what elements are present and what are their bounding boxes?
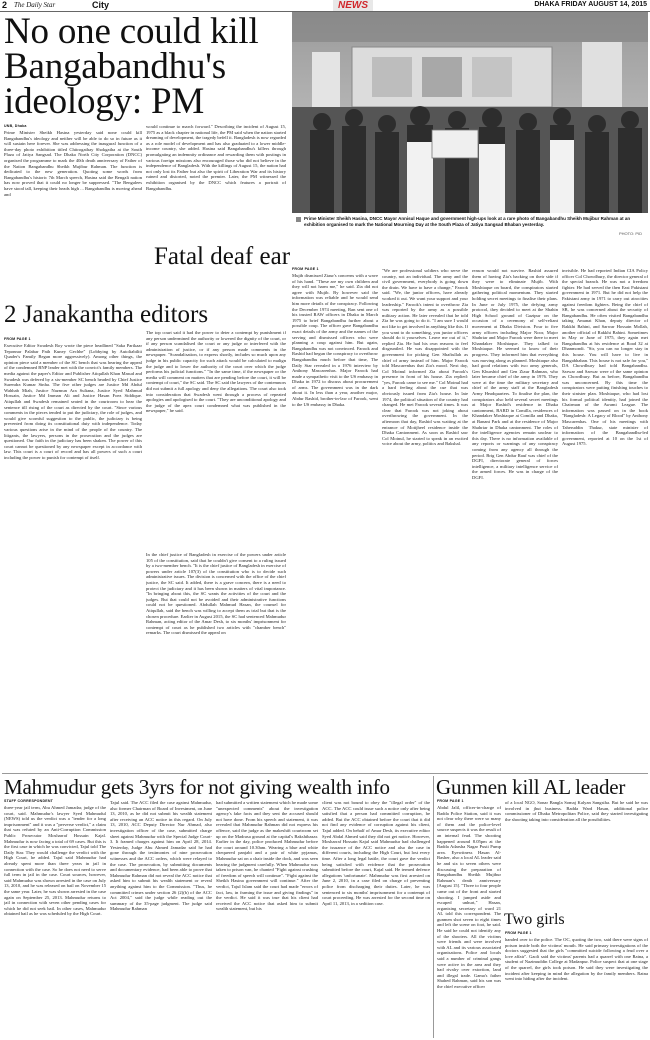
page-number: 2 xyxy=(2,0,8,10)
article-2-headline: 2 Janakantha editors xyxy=(4,301,209,328)
article-5-column-1: Abdul Jalil, officer-in-charge of Badda Police Station, said it was not clear why there were so many of them and the police-level source suspects it was the result of an internal feud. The shooting happened around 8.05pm at the Badda Adarsha Nagar Pusti Pump area. Eyewitness Hasan Al-Basher, also a local AL leader said he and six to seven others were discussing the preparation of Bangabandhu Sheikh Mujibur Rahman's death anniversary [August 15]. "Three to four people came out of the front and started shooting. I jumped aside and escaped unhurt," Hasan, organising secretary of ward 21 AL told this correspondent. The gunmen shot seven to eight times and left the scene on foot, he said. He said he could not identify any of the shooters. All the victims were friends and were involved with AL and its various associated organisations. Police and locals said a number of criminal gangs were active in the area and they had rivalry over extortion, land and illegal trade. Gama's father Shahed Rahman, said his son was the chief executive officer xyxy=(437,805,501,989)
exhibition-photo-illustration xyxy=(292,12,648,213)
paper-name: The Daily Star xyxy=(14,1,56,9)
article-5-byline: FROM PAGE 1 xyxy=(437,799,464,803)
article-3-column-4: invisible. He had reported Indian CIA Policy officer Col Chowdhury, the director general of the special branch. He was not a freedom fighter. He had served the then East Pakistani government in 1971. But he did not help the Pakistani army in 1971 to carry out atrocities against freedom fighters. Being the chief of SB, he was concerned about the security of Bangabandhu. He often visited Bangabandhu taking Amanat Khan, deputy director of Rakkhi Bahini, and Sarwar Hossain Mollah, another official of Rakkhi Bahini. Sometimes in May or June of 1975, they again met Bangabandhu at his residence at Road 32 at Dhanmondi. "Sir, you can no longer stay in this house. You will have to live in Bangabhaban. This house is not safe for you," DA Chowdhury had told Bangabandhu. Sarwar and Sarwar were of the same opinion as Chowdhury. But as before, Bangabandhu was unconcerned. By this time the conspirators were putting finishing touches to their sinister plan. Moshtaque, who had lost his formal political identity, had joined the Chairman of the Awami League. The information was passed on in the book "Bangladesh: A Legacy of Blood" by Anthony Mascarenhas. One of his meetings with Taheruddin Thakur, state minister of information of the Bangabandhu-led government, reported at 10 on the 1st of August 1975. xyxy=(562,268,648,447)
photo-caption xyxy=(292,213,648,238)
section-divider xyxy=(2,773,648,774)
article-3-column-1: Mujib dismissed Ziaur's concerns with a wave of his hand. "These are my own children and they will not harm me," he said. Zia did not agree with Mujib. By however said the information was reliable and he would send him more details of the conspiracy. Following the December 1974 meeting, Ran sent one of his trusted RAW officers in Dhaka in March 1975 to brief Bangabandhu further about a possible coup. The officer gave Bangabandhu exact details of the army and the names of the serving and dismissed officers who were planning a coup against him. But again, Bangabandhu was not convinced. Farook and Rashid had begun the conspiracy to overthrow Bangabandhu much before that time, The Daily Star revealed in a 1976 interview by Anthony Mascarenhas. Major Farook had made a sympathetic visit to the US embassy in Dhaka in 1972 to discuss about procurement of arms. The government was in the dark about it. In less than a year, another major, Abdur Rashid, brother-in-law of Farook, went to the US embassy in Dhaka. xyxy=(292,273,378,407)
article-4-column-4: client was not bound to obey the "illegal order" of the ACC. The ACC could issue such a notice only after being satisfied that a person had committed corruption, he added. But the ACC obtained before the court that it did not find any evidence of corruption against his client, Tajul added. On behalf of Amar Desh, its executive editor Syed Abdal Ahmed said they did not get notice. However, Mosharraf Hossain Kajal said Mahmudur had challenged the issuance of the ACC notice and also the case in different courts, including the High Court, but lost every time. After a long legal battle, the court gave the verdict being satisfied with evidence that the prosecution submitted before the court, Kajal said. He termed defence allegations 'unfortunate'. Mahmudur was first arrested on June 2, 2010, in a case filed on charge of preventing police from discharging their duties. Later, he was sentenced to six months' imprisonment for a contempt of court proceeding. He was arrested for the second time on April 11, 2013, in a sedition case. xyxy=(322,800,430,906)
photo-credit: PHOTO: PID xyxy=(618,231,642,236)
article-5-column-2: of a local NGO, Sonar Bangla Somaj Kalyan Sangstha. But he said he was involved in jhut business. Badda Ward Hasan, additional police commissioner of Dhaka Metropolitan Police, said they started investigating the shooting taking into consideration all the possibilities. xyxy=(505,800,648,822)
article-4-column-3: had submitted a written statement which he made some "unexpected comments" about the investigation agency's fake facts and they sent the accused should not have done. From his speech and statement, it was revealed that Mahmudur Rahman did not express his offence, said the judge as the makeshift courtroom set up on the Madrasa ground at the capital's Bakshibazar. Earlier in the day, police produced Mahmudur before the court around 10.30am. Wearing a blue and white chequered panjabi and a pair of white pyjamas, Mahmudur sat on a chair inside the dock, and was seen hearing the judgment carefully. When Mahmudur was taken to prison van, he chanted "Fight against crushing of freedom of speech will continue". "Fight against the Sheikh Hasina government will continue." After the verdict, Tajul Islam said the court had made "errors of fact, law, in framing the issue and giving findings" in the verdict. He said it was true that his client had received the ACC notice that asked him to submit wealth statement, but his xyxy=(216,800,318,912)
article-3-byline: FROM PAGE 1 xyxy=(292,267,319,271)
article-2-column-2: The top court said it had the power to deter a contempt by punishment if any person undermined the authority or lowered the dignity of the court, or if any person scandalised the court or any judge or interfered with the administration of justice, or if any person made comments in the newspaper. "Scandalisation, to express shortly, includes so much upon any judge in his public capacity for such attack would be calculated to malign the judge and to lower the authority of the court over which the judge performs his judicial functions." "In the same time, if the newspaper or the media will comment on matters that are pending before the court, it will be contempt of court," the SC said. The SC said the lawyers of the contemnors did not submit a full apology and deny the allegations. The court also took into consideration that Swadesh went through a process of repeated apologies and apologised to the court. "They are unconditional apology and the judge of the apex court condemned what was published in the newspaper," he said. xyxy=(146,330,286,414)
article-2-byline: FROM PAGE 1 xyxy=(4,337,31,341)
article-1-headline: No one could kill Bangabandhu's ideology: PM xyxy=(4,11,259,122)
column-divider xyxy=(433,776,434,1038)
article-4-column-2: Tajul said. The ACC filed the case against Mahmudur, also former Chairman of Board of Investment, on June 13, 2010, as he did not submit his wealth statement after receiving an ACC notice in this regard. On July 13, 2010, ACC Deputy Director Nur Ahmad, also investigation officer of the case, submitted charge sheet against Mahmudur with the Special Judge Court-3. It framed charges against him on April 28, 2014. Yesterday, Judge Abu Ahmed Jamadar said he had gone through the testimonies of nine prosecution witnesses and the ACC orders, which were relayed to the case. The prosecution, by submitting documents and documentary evidence, had been able to prove that Mahmudur Rahman did not reveal the ACC notice that asked him to submit his wealth statement or reveal anything against him to the Commission. "Thus, he committed crimes under section 26 (2)(b) of the ACC Act 2004," said the judge while reading out the summary of the 35-page judgment. The judge said Mahmudur Rahman xyxy=(110,800,212,912)
article-4-byline: STAFF CORRESPONDENT xyxy=(4,799,54,803)
article-4-headline: Mahmudur gets 3yrs for not giving wealth info xyxy=(4,775,390,799)
article-6-headline: Two girls xyxy=(504,911,565,928)
article-6-column-1: handed over to the police. The OC, quoting the two, said there were signs of poison inside both the victims' mouth. He said primary investigations of the doctors suggested that the girls "committed suicide following a feud over a love affair". Gaoli said the victims' parents had a quarrel with one Ratna, a student of Nazimuddin College at Madanpur. Police suspect that at one stage of the quarrel, the girls took poison. He said they were investigating the incident after keeping in mind the allegation by the family members. Ratna went into hiding after the incident. xyxy=(505,937,648,982)
article-3-column-3: reason would not survive. Rashid assured them of having Zia's backing on their side if they were to eliminate Mujib. With Moshtaque on board, the conspirators started gathering political momentum. They started holding secret meetings to finalise their plans. In June or July 1975, the defying army protocol, they decided to meet at the Shahin High School ground of Gazipur on the occasion of a ceremony of self-reliant movement at Dhaka Division. Four to five army officers including Major Noor, Major Shahriar and Major Farook were there to meet Khandaker Moshtaque. They talked to Moshtaque. He seemed to know of their progress. They informed him that everything was moving along as planned. Moshtaque also had good relations with two army generals, Gen Khurshid and Gen Ziaur Rahman, who later became chief of the army in 1976. They were at the time the military secretary and chief of the army staff at the Bangladesh Army Headquarters. To finalise the plan, the conspirators also held several secret meetings at Major Rashid's residence in Dhaka cantonment, BARD in Comilla, residences of Khandaker Moshtaque at Comilla and Dhaka, at Banani Park and at the residence of Major Shahriar in Dhaka cantonment. The roles of the intelligence agencies remain unclear to this day. There is no information available of any reports or warnings of any conspiracy coming from any agency all through the period. Brig Gen Abdur Rauf was chief of the DGFI, directorate general of forces intelligence, a military intelligence service of the armed forces. He was in charge of the DGFI. xyxy=(472,268,558,480)
article-2-column-1: Executive Editor Swadesh Roy wrote the piece headlined "Saka Parikaar Teponnar Palabar Path Kuney Gechhe" (Lobbying by Autoliabiliti Quader's Family Began more aggressively). Among other things, the opinion piece said a member of the SC bench that was hearing the appeal of the condemned BNP leader met with the convict's family members. The media against the paper's Editor and Publisher Atiqullah Khan Masud and Swadesh was defered by a six-member SC bench headed by Chief Justice Surendra Kumar Sinha. The five other judges are Justice Md Abdul Wahhab Miah, Justice Nazmun Ara Sultana, Justice Syed Mahmud Hossain, Justice Md Imman Ali and Justice Hasan Foez Siddique. Atiqullah and Swadesh remained seated in the courtroom to hear the sentence till rising of the court as directed by the court. "Since various comments in the pieces tended to put the judiciary, the role of judges, and would give scornful suggestion to the public, the judiciary is being prevented from doing its constitutional duty with independence. Today various questions arise in the mind of the people of the country. The litigants, the lawyers, persons in the prosecution and the judges are questioned. Our faith in the judiciary has been shaken. The power of this court cannot be questioned by any newspaper except in accordance with law. This court is a court of record and has all powers of such a court including the power to punish for contempt of itself. xyxy=(4,343,142,460)
news-photo xyxy=(292,12,648,213)
article-1-column-2: would continue to march forward." Describing the incident of August 15, 1975 as a black chapter in national life, the PM said when the nation started dreaming of development, the tragedy befell it. Bangladesh is now regarded as a role model of development and has also graduated to a lower middle-income country, she added. Hasina said Bangabandhu's killers through promulgating an indemnity ordinance and rewarding them with postings in various foreign missions also encouraged those who did not believe in the independence of Bangladesh. With the killings of August 15, the nation had not only lost its Father but also the spirit of Liberation War and its history ruined and distorted, noted the premier. Later, the PM witnessed the exhibition organised by the DNCC which features a portrait of Bangabandhu. xyxy=(146,124,286,191)
article-1-column-1: Prime Minister Sheikh Hasina yesterday said none could kill Bangabandhu's ideology and neither will be able to do so in future as it will sustain here forever. She was addressing the inaugural function of a three-day photo exhibition titled Chitrogathay Shokgatha at the South Plaza of Jatiya Sangsad. The Dhaka North City Corporation (DNCC) organised the programme to mark the 40th death anniversary of Father of the Nation Bangabandhu Sheikh Mujibur Rahman. The function is dedicated to the new generation. Quoting some words from Bangabandhu's historic 7th March speech, Hasina said the Bengali nation has now proved that it could no longer be suppressed. "The Bengalees have stood tall, keeping their heads high ... Bangabandhu is moving ahead and xyxy=(4,130,142,197)
photo-caption-text: Prime Minister Sheikh Hasina, DNCC Mayor Annisul Haque and government high-ups look at a rare photo of Bangabandhu Sheikh Mujibur Rahman at an exhibition organised to mark the National Mourning Day at the South Plaza of Jatiya Sangsad Bhaban yesterday. xyxy=(304,216,631,227)
article-3-column-2: "We are professional soldiers who serve the country, not an individual. The army and the civil government, everybody is going down the drain. We have to have a change," Farook said. "We, the junior officers, have already worked it out. We want your support and your leadership." Farook's intent to overthrow Zia was reported by the army as a possible military action. He later revealed that he told Zia he was going to do it. "I am sure I would not like to get involved in anything like this. If you want to do something, you junior officers should do it yourselves. Leave me out of it," replied Zia. He had his own reasons to feel disgruntled. He was disappointed with the government for picking Gen Shafiullah as chief of army instead of him. Major Farook told Mascarenhas that Zia's mood. Next day, Col Moinul informed Zia about Farook's presence in front of his house. Zia replied: "yes, Farook came to see me." Col Moinul had a hard feeling about the cue that was obviously issued from Zia's house. In late 1974, the political situation of the country had changed. He met Farook several times. It was clear that Farook was not joking about overthrowing the government. In the afternoon that day, Rashid was waiting at the entrance of Motijheel residence inside the Dhaka Cantonment. As soon as Rashid saw Col Moinul, he started to speak in an excited voice about the army, politics and Bakshal. xyxy=(382,268,468,447)
dateline: DHAKA FRIDAY AUGUST 14, 2015 xyxy=(534,1,647,8)
article-1-byline: UNB, Dhaka xyxy=(4,124,27,128)
section-name: City xyxy=(92,0,110,10)
article-4-column-1: three-year jail term, Abu Ahmed Jamadar, judge of the court, said. Mahmudur's lawyer Syed Mahmudul (NEWS) told us the verdict was a "tender for a long imprisonment" and it was a "perverse verdict," a claim that was refuted by an Anti-Corruption Commission Public Prosecutor Mosharraf Hossain Kajal. Mahmudur is now facing a total of 69 cases. But this is the first case in which he was convicted, Tajul told The Daily Star. They would challenge the verdict with the High Court, he added. Tajul said Mahmudur had already spent more than three years in jail in connection with the case. So he does not need to serve full term in jail in the case. Court sources, however, said Mahmudur was shown arrested in the case on July 13, 2010, and he was released on bail on November 15 the same year. Later, he was shown arrested in the case again on September 25, 2013. Mahmudur returns to jail in connection with seven other pending cases for which he did not seek bail. In other cases, Mahmudur obtained bail as he was scheduled by the High Court. xyxy=(4,805,106,917)
article-5-headline: Gunmen kill AL leader xyxy=(436,775,626,799)
news-tag: NEWS xyxy=(333,0,373,11)
article-6-byline: FROM PAGE 1 xyxy=(505,931,532,935)
article-2-column-3: In the chief justice of Bangladesh in exercise of the powers under article 105 of the constitution, said that he couldn't give consent to a ruling issued by a two-member bench. "It is the chief justice of Bangladesh in exercise of powers under article 107(3) of the constitution who is to decide such administrative issues. The division is concerned with the office of the chief justice, the SC said. It added, there is a grave concern, there is a need to protect the judiciary and it has been shown in matters of vital importance. "In bringing about this, the SC wants the activities of the court and the judges. But that could not be avoided and their administrative functions could not be questioned. Abdullah Mahmud Hasan, the counsel for Atiqullah, said the bench was willing to accept them as trial but that is the chosen procedure. Earlier in August 2015, the SC had sentenced Mahmudur Rahman, acting editor of the Amar Desh, to six months' imprisonment for contempt of court as he published two articles with "chamber bench" remarks. The court dismissed the appeal on xyxy=(146,552,286,636)
article-3-headline: Fatal deaf ear xyxy=(154,243,291,270)
